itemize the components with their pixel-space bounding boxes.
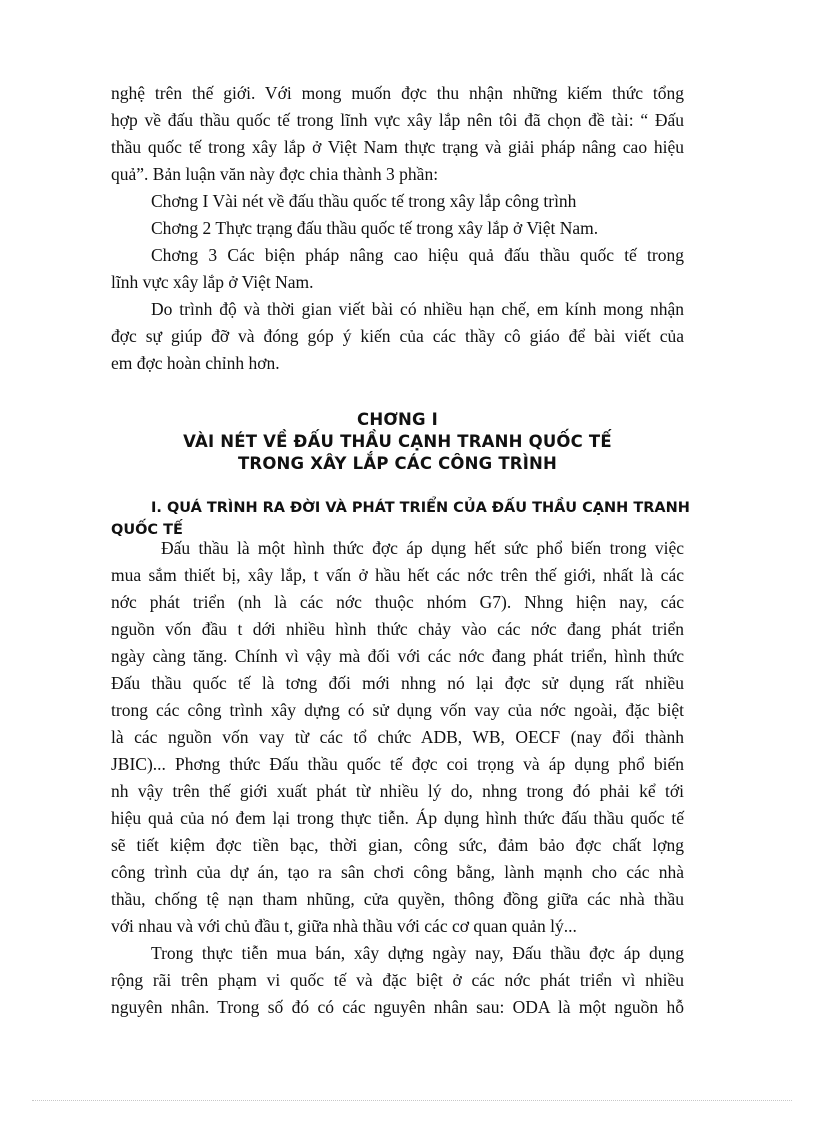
text-line: Đấu thầu là một hình thức đợc áp dụng hết sức phổ biến trong việc: [161, 538, 684, 558]
part-item: lĩnh vực xây lắp ở Việt Nam.: [111, 272, 314, 292]
text-line: thầu quốc tế trong xây lắp ở Việt Nam thực trạng và giải pháp nâng cao hiệu: [111, 137, 684, 157]
text-line: em đợc hoàn chỉnh hơn.: [111, 353, 280, 373]
text-line: mua sắm thiết bị, xây lắp, t vấn ở hầu hết các nớc trên thế giới, nhất là các: [111, 565, 684, 585]
chapter-title: VÀI NÉT VỀ ĐẤU THẦU CẠNH TRANH QUỐC TẾ: [183, 432, 612, 451]
text-line: nguồn vốn đầu t dới nhiều hình thức chảy vào các nớc đang phát triển: [111, 619, 684, 639]
text-line: đợc sự giúp đỡ và đóng góp ý kiến của các thầy cô giáo để bài viết của: [111, 326, 684, 346]
text-line: với nhau và với chủ đầu t, giữa nhà thầu với các cơ quan quản lý...: [111, 916, 577, 936]
text-line: là các nguồn vốn vay từ các tổ chức ADB, WB, OECF (nay đổi thành: [111, 727, 684, 747]
chapter-title-continued: TRONG XÂY LẮP CÁC CÔNG TRÌNH: [237, 454, 558, 473]
part-item: Chơng I Vài nét về đấu thầu quốc tế trong xây lắp công trình: [151, 191, 577, 211]
text-line: hợp về đấu thầu quốc tế trong lĩnh vực xây lắp nên tôi đã chọn đề tài: “ Đấu: [111, 110, 684, 130]
text-line: sẽ tiết kiệm đợc tiền bạc, thời gian, công sức, đảm bảo đợc chất lợng: [111, 835, 684, 855]
text-line: hiệu quả của nó đem lại trong thực tiễn. Áp dụng hình thức đấu thầu quốc tế: [111, 808, 684, 828]
page-bottom-divider: [32, 1100, 792, 1101]
text-line: ngày càng tăng. Chính vì vậy mà đối với các nớc đang phát triển, hình thức: [111, 646, 684, 666]
text-line: nghệ trên thế giới. Với mong muốn đợc thu nhận những kiếm thức tổng: [111, 83, 684, 103]
text-line: nguyên nhân. Trong số đó có các nguyên nhân sau: ODA là một nguồn hỗ: [111, 997, 684, 1017]
text-line: JBIC)... Phơng thức Đấu thầu quốc tế đợc coi trọng và áp dụng phổ biến: [111, 754, 684, 774]
part-item: Chơng 2 Thực trạng đấu thầu quốc tế trong xây lắp ở Việt Nam.: [151, 218, 599, 238]
text-line: trong các công trình xây dựng có sử dụng vốn vay của nớc ngoài, đặc biệt: [111, 700, 684, 720]
text-line: nớc phát triển (nh là các nớc thuộc nhóm G7). Nhng hiện nay, các: [111, 592, 684, 612]
text-line: Do trình độ và thời gian viết bài có nhiều hạn chế, em kính mong nhận: [151, 299, 684, 319]
text-line: nh vậy trên thế giới xuất phát từ nhiều lý do, nhng trong đó phải kể tới: [111, 781, 684, 801]
text-line: quả”. Bản luận văn này đợc chia thành 3 phần:: [111, 164, 439, 184]
text-line: rộng rãi trên phạm vi quốc tế và đặc biệt ở các nớc phát triển vì nhiều: [111, 970, 684, 990]
text-line: Đấu thầu quốc tế là tơng đối mới nhng nó lại đợc sử dụng rất nhiều: [111, 673, 684, 693]
text-line: công trình của dự án, tạo ra sân chơi công bằng, lành mạnh cho các nhà: [111, 862, 684, 882]
section-heading: I. QUÁ TRÌNH RA ĐỜI VÀ PHÁT TRIỂN CỦA ĐẤU THẦU CẠNH TRANH: [151, 500, 690, 516]
text-line: Trong thực tiễn mua bán, xây dựng ngày nay, Đấu thầu đợc áp dụng: [151, 943, 684, 963]
text-line: thầu, chống tệ nạn tham nhũng, cửa quyền, thông đồng giữa các nhà thầu: [111, 889, 684, 909]
section-heading-continued: QUỐC TẾ: [111, 522, 183, 538]
part-item: Chơng 3 Các biện pháp nâng cao hiệu quả đấu thầu quốc tế trong: [151, 245, 684, 265]
chapter-number: CHƠNG I: [357, 410, 438, 429]
